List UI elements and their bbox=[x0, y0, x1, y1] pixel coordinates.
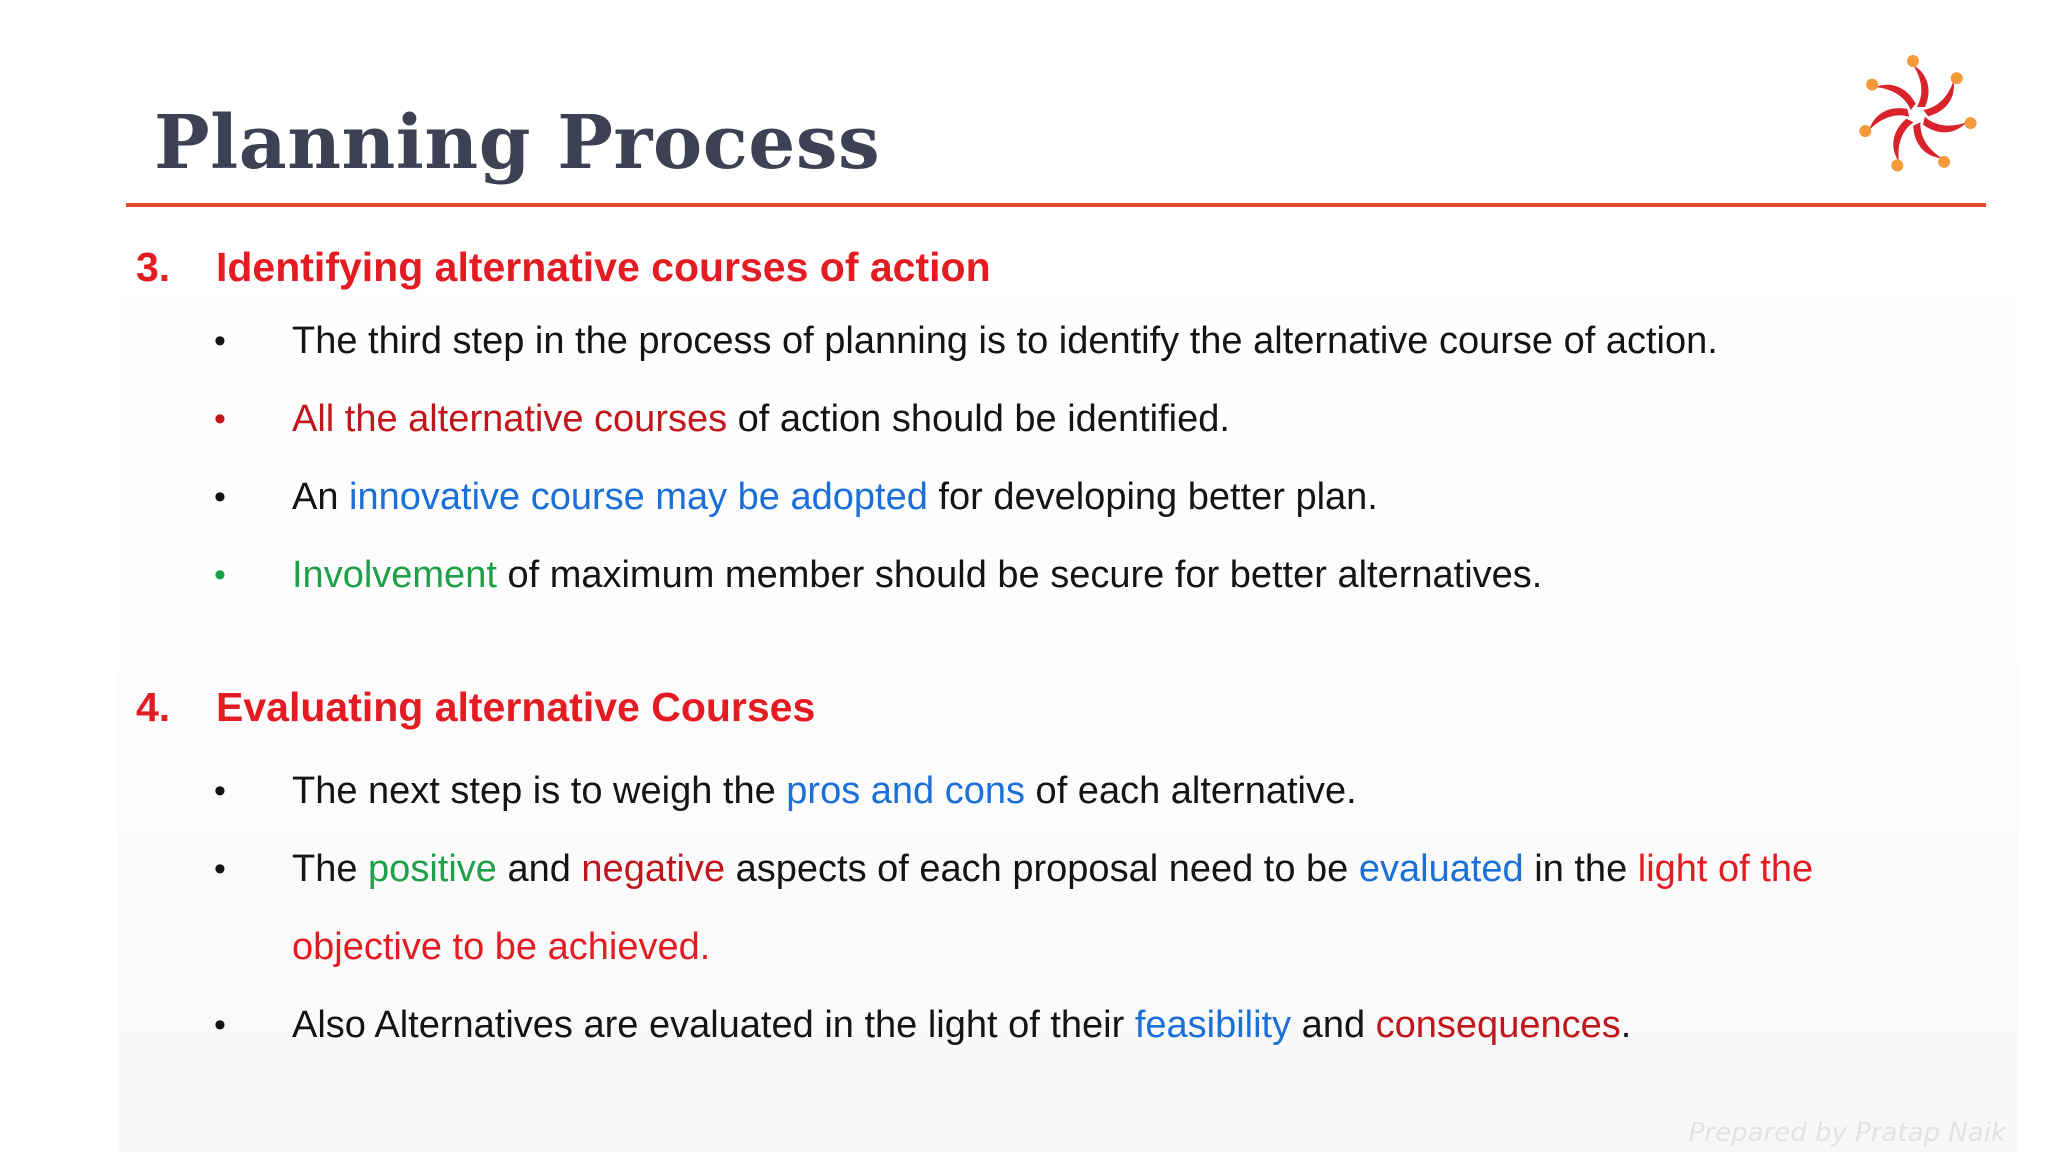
text-run: Also Alternatives are evaluated in the light of their bbox=[292, 1004, 1135, 1046]
bullet-text bbox=[292, 752, 1934, 830]
highlight-run: feasibility bbox=[1134, 1004, 1292, 1046]
text-run: aspects of each proposal need to be bbox=[725, 848, 1359, 890]
bullet-text bbox=[292, 986, 1934, 1064]
text-run: for developing better plan. bbox=[927, 476, 1378, 518]
bullet-dot: • bbox=[214, 400, 226, 438]
text-run: of maximum member should be secure for better alternatives. bbox=[496, 554, 1543, 596]
section-number: 3. bbox=[136, 244, 171, 290]
bullet-dot: • bbox=[214, 772, 226, 810]
text-run: in the bbox=[1523, 848, 1638, 890]
text-run: of each alternative. bbox=[1025, 770, 1357, 812]
text-run: The third step in the process of planning is to identify the alternative course of action. bbox=[292, 320, 1718, 362]
bullet-dot: • bbox=[214, 850, 226, 888]
bullet-dot: • bbox=[214, 1006, 226, 1044]
bullet-dot: • bbox=[214, 322, 226, 360]
section-heading-evaluating bbox=[136, 684, 815, 731]
text-run: The bbox=[292, 848, 369, 890]
highlight-run: positive bbox=[368, 848, 497, 890]
highlight-run: negative bbox=[581, 848, 726, 890]
list-item bbox=[214, 752, 1934, 830]
highlight-run: consequences bbox=[1375, 1004, 1621, 1046]
bullet-text bbox=[292, 380, 1934, 458]
bullet-text bbox=[292, 830, 1934, 986]
bullet-dot: • bbox=[214, 556, 226, 594]
section-number: 4. bbox=[136, 684, 171, 730]
list-item bbox=[214, 458, 1934, 536]
list-item bbox=[214, 302, 1934, 380]
highlight-run: pros and cons bbox=[786, 770, 1025, 812]
bullet-dot: • bbox=[214, 478, 226, 516]
highlight-run: light of the objective to be achieved. bbox=[292, 848, 1814, 968]
bullet-text bbox=[292, 536, 1934, 614]
section-heading-identifying bbox=[136, 244, 991, 291]
list-item bbox=[214, 380, 1934, 458]
text-run: . bbox=[1620, 1004, 1632, 1046]
bullet-text bbox=[292, 302, 1934, 380]
page-title: Planning Process bbox=[154, 100, 881, 186]
list-item bbox=[214, 986, 1934, 1064]
section-title: Identifying alternative courses of action bbox=[216, 244, 991, 290]
text-run: and bbox=[496, 848, 582, 890]
text-run: An bbox=[292, 476, 350, 518]
section-title: Evaluating alternative Courses bbox=[216, 684, 816, 730]
bullet-text bbox=[292, 458, 1934, 536]
footer-credit: Prepared by Pratap Naik bbox=[1688, 1118, 2006, 1148]
list-item bbox=[214, 536, 1934, 614]
text-run: The next step is to weigh the bbox=[292, 770, 787, 812]
highlight-run: All the alternative courses bbox=[292, 398, 728, 440]
title-divider bbox=[126, 203, 1986, 207]
list-item bbox=[214, 830, 1934, 986]
highlight-run: Involvement bbox=[292, 554, 497, 596]
text-run: and bbox=[1291, 1004, 1376, 1046]
text-run: of action should be identified. bbox=[727, 398, 1230, 440]
highlight-run: evaluated bbox=[1358, 848, 1524, 890]
highlight-run: innovative course may be adopted bbox=[349, 476, 928, 518]
starburst-logo-icon bbox=[1852, 50, 1982, 180]
